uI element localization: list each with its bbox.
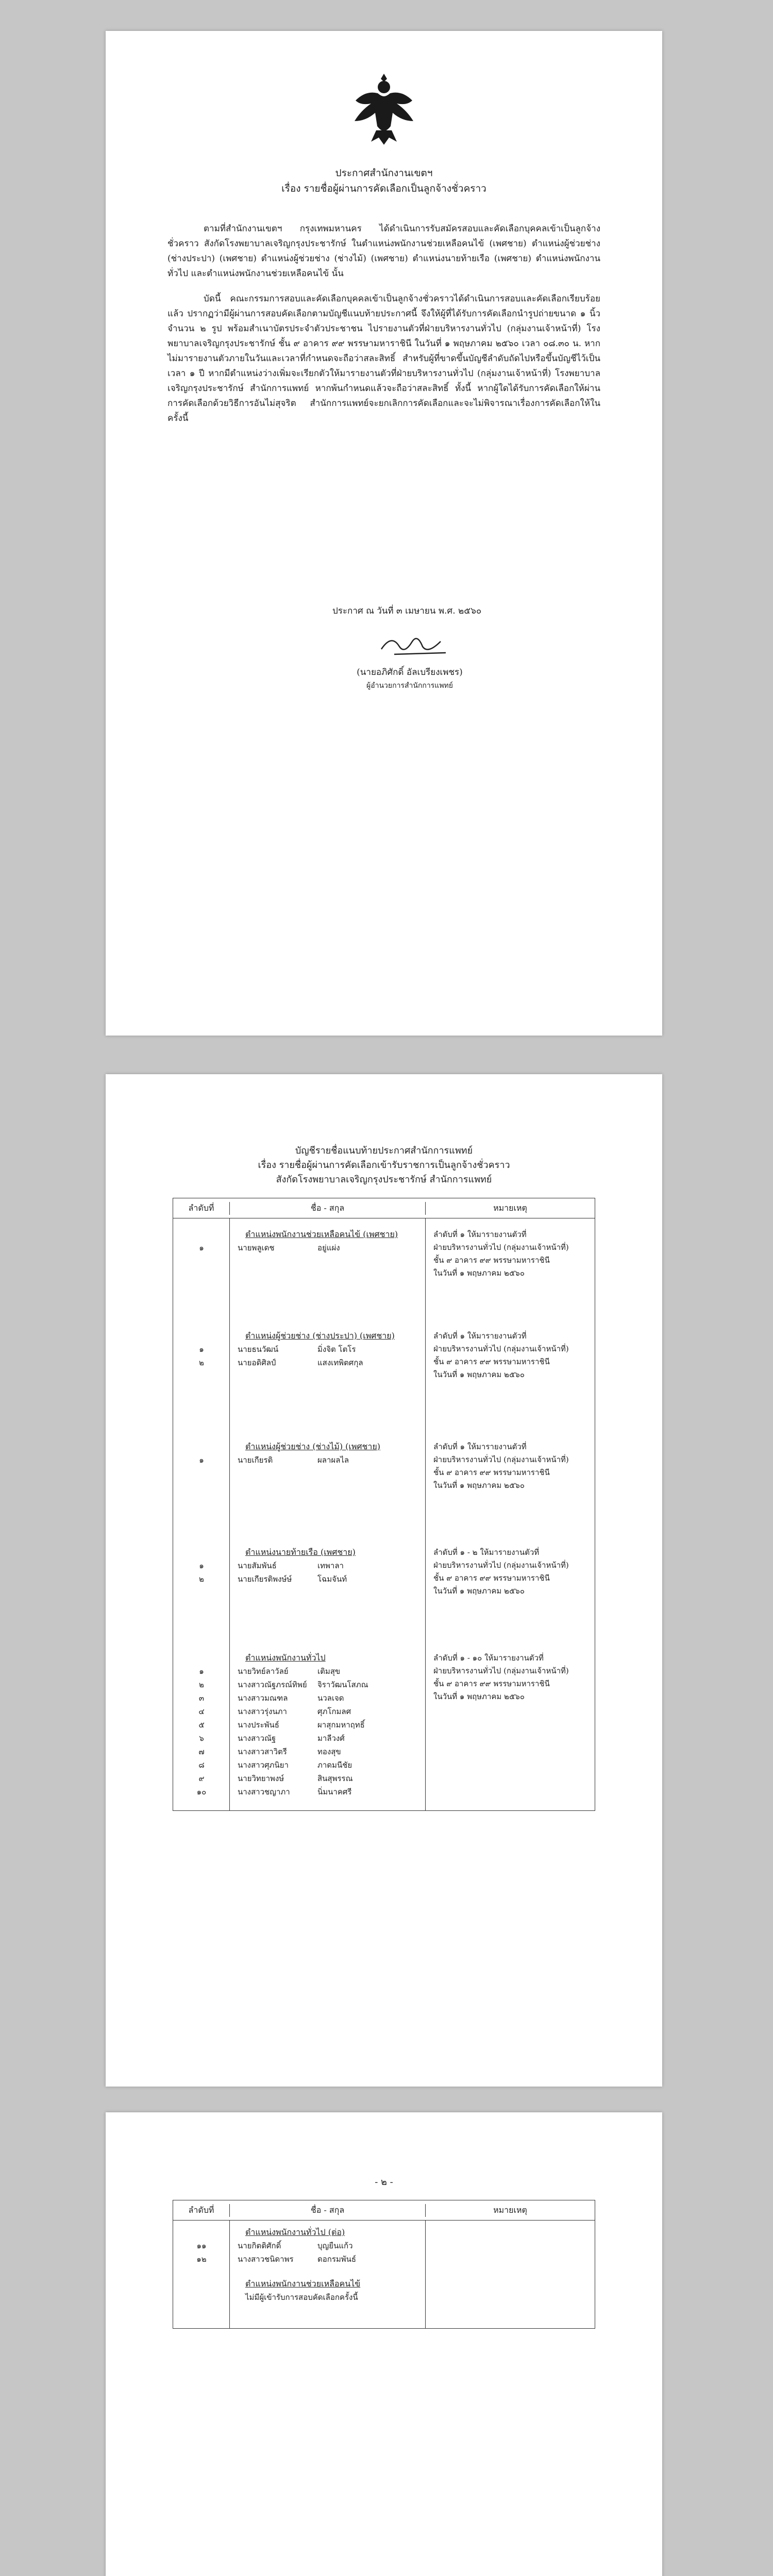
list-heading: บัญชีรายชื่อแนบท้ายประกาศสำนักการแพทย์ xyxy=(295,1145,473,1156)
list-affiliation: สังกัดโรงพยาบาลเจริญกรุงประชารักษ์ สำนักการแพทย์ xyxy=(276,1174,492,1185)
header-name: ชื่อ - สกุล xyxy=(230,1202,426,1215)
header-name: ชื่อ - สกุล xyxy=(230,2204,426,2217)
table-row: ๑๒ นางสาวชนิดาพร ดอกรมพันธ์ xyxy=(196,2255,357,2264)
table-row: ๓ นางสาวมณฑล นวลเจด xyxy=(198,1693,344,1703)
table-row: ๙ นายวิทยาพงษ์ สินสุพรรณ xyxy=(198,1774,353,1783)
table-header xyxy=(173,2200,595,2221)
table-row: ๗ นางสาวสาวิตรี ทองสุข xyxy=(198,1747,341,1756)
garuda-emblem-icon xyxy=(350,70,417,147)
table-row: ๒ นางสาวณัฐภรณ์ทิพย์ จิราวัฒนโสภณ xyxy=(199,1680,368,1689)
announcement-date: ประกาศ ณ วันที่ ๓ เมษายน พ.ศ. ๒๕๖๐ xyxy=(332,606,482,616)
signer-position: ผู้อำนวยการสำนักการแพทย์ xyxy=(366,682,453,690)
document-page-1 xyxy=(106,31,662,1036)
table-row: ๘ นางสาวศุภนิยา ภาดมนีชัย xyxy=(198,1760,352,1770)
table-row: ๑๐ นางสาวชญาภา นิ่มนาคศรี xyxy=(196,1787,352,1797)
candidate-table xyxy=(173,1198,595,1811)
paragraph-1: ตามที่สำนักงานเขตฯ กรุงเทพมหานคร ได้ดำเนินการรับสมัครสอบและคัดเลือกบุคคลเข้าเป็นลูกจ้างชั่วคราว สังกัดโรงพยาบาลเจริญกรุงประชารักษ์ ในตำแหน่งพนักงานช่วยเหลือคนไข้ (เพศชาย) ตำแหน่งผู้ช่วยช่าง (ช่างประปา) (เพศชาย) ตำแหน่งผู้ช่วยช่าง (ช่างไม้) (เพศชาย) ตำแหน่งนายท้ายเรือ (เพศชาย) ตำแหน่งพนักงานทั่วไป และตำแหน่งพนักงานช่วยเหลือคนไข้ นั้น xyxy=(167,224,600,279)
table-row: ๑ นายพลูเดช อยู่แผ่ง xyxy=(199,1243,340,1252)
position-title: ตำแหน่งผู้ช่วยช่าง (ช่างไม้) (เพศชาย) xyxy=(245,1442,381,1451)
remark-block: ลำดับที่ ๑ ให้มารายงานตัวที่ ฝ่ายบริหารงานทั่วไป (กลุ่มงานเจ้าหน้าที่) ชั้น ๙ อาคาร ๙๙ พรรษามหาราชินี ในวันที่ ๑ พฤษภาคม ๒๕๖๐ xyxy=(433,1442,569,1490)
announcement-heading: ประกาศสำนักงานเขตฯ xyxy=(335,167,433,179)
paragraph-2: บัดนี้ คณะกรรมการสอบและคัดเลือกบุคคลเข้าเป็นลูกจ้างชั่วคราวได้ดำเนินการสอบและคัดเลือกเรียบร้อยแล้ว ปรากฏว่ามีผู้ผ่านการสอบคัดเลือกตามบัญชีแนบท้ายประกาศนี้ จึงให้ผู้ที่ได้รับการคัดเลือกนำรูปถ่ายขนาด ๑ นิ้ว จำนวน ๒ รูป พร้อมสำเนาบัตรประจำตัวประชาชน ไปรายงานตัวที่ฝ่ายบริหารงานทั่วไป (กลุ่มงานเจ้าหน้าที่) โรงพยาบาลเจริญกรุงประชารักษ์ ชั้น ๙ อาคาร ๙๙ พรรษามหาราชินี ในวันที่ ๑ พฤษภาคม ๒๕๖๐ เวลา ๐๘.๓๐ น. หากไม่มารายงานตัวภายในวันและเวลาที่กำหนดจะถือว่าสละสิทธิ์ สำหรับผู้ที่ขาดขึ้นบัญชีลำดับถัดไปหรือขึ้นบัญชีไว้เป็นเวลา ๑ ปี หากมีตำแหน่งว่างเพิ่มจะเรียกตัวให้มารายงานตัวที่ฝ่ายบริหารงานทั่วไป (กลุ่มงานเจ้าหน้าที่) โรงพยาบาลเจริญกรุงประชารักษ์ สำนักการแพทย์ หากพ้นกำหนดแล้วจะถือว่าสละสิทธิ์ ทั้งนี้ หากผู้ใดได้รับการคัดเลือกให้ผ่านการคัดเลือกด้วยวิธีการอันไม่สุจริต สำนักการแพทย์จะยกเลิกการคัดเลือกและจะไม่พิจารณาเรื่องการคัดเลือกให้ในครั้งนี้ xyxy=(167,294,600,423)
remark-block: ลำดับที่ ๑ ให้มารายงานตัวที่ ฝ่ายบริหารงานทั่วไป (กลุ่มงานเจ้าหน้าที่) ชั้น ๙ อาคาร ๙๙ พรรษามหาราชินี ในวันที่ ๑ พฤษภาคม ๒๕๖๐ xyxy=(433,1331,569,1379)
position-title: ตำแหน่งพนักงานช่วยเหลือคนไข้ (เพศชาย) xyxy=(245,1229,398,1239)
table-row: ๑ นายเกียรติ ผลาผลไล xyxy=(199,1455,349,1465)
no-candidate-note: ไม่มีผู้เข้ารับการสอบคัดเลือกครั้งนี้ xyxy=(245,2293,358,2302)
signer-name: (นายอภิศักดิ์ อัลเบรียงเพชร) xyxy=(357,667,463,677)
header-no: ลำดับที่ xyxy=(173,2204,230,2217)
header-remark: หมายเหตุ xyxy=(493,1202,527,1213)
table-row: ๔ นางสาวรุ่งนภา ศุภโกมลศ xyxy=(198,1707,351,1716)
position-title: ตำแหน่งพนักงานช่วยเหลือคนไข้ xyxy=(245,2279,361,2289)
header-no: ลำดับที่ xyxy=(173,1202,230,1215)
table-row: ๒ นายอดิศิลป์ แสงเทพิตศกุล xyxy=(199,1358,363,1367)
remark-block: ลำดับที่ ๑ - ๒ ให้มารายงานตัวที่ ฝ่ายบริหารงานทั่วไป (กลุ่มงานเจ้าหน้าที่) ชั้น ๙ อาคาร ๙๙ พรรษามหาราชินี ในวันที่ ๑ พฤษภาคม ๒๕๖๐ xyxy=(433,1548,569,1596)
remark-block: ลำดับที่ ๑ - ๑๐ ให้มารายงานตัวที่ ฝ่ายบริหารงานทั่วไป (กลุ่มงานเจ้าหน้าที่) ชั้น ๙ อาคาร ๙๙ พรรษามหาราชินี ในวันที่ ๑ พฤษภาคม ๒๕๖๐ xyxy=(433,1653,569,1701)
table-row: ๑ นายวิทย์ลาวัลย์ เติมสุข xyxy=(199,1667,341,1676)
table-row: ๒ นายเกียรติพงษ์ษ์ โฉมจันท์ xyxy=(199,1574,347,1584)
table-row: ๑ นายสัมพันธ์ เทพาลา xyxy=(199,1561,344,1570)
page-number: - ๒ - xyxy=(375,2177,393,2188)
position-title: ตำแหน่งนายท้ายเรือ (เพศชาย) xyxy=(245,1547,356,1557)
table-row: ๕ นางประพันธ์ ผาสุกมหาฤทธิ์ xyxy=(198,1720,365,1730)
header-remark: หมายเหตุ xyxy=(493,2205,527,2215)
table-row: ๑๑ นายกิตติศักดิ์ บุญยืนแก้ว xyxy=(196,2241,353,2250)
position-title: ตำแหน่งพนักงานทั่วไป xyxy=(245,1653,326,1663)
candidate-table-continued xyxy=(173,2200,595,2329)
document-page-3 xyxy=(106,2112,662,2576)
signature-image xyxy=(374,626,456,662)
remark-block: ลำดับที่ ๑ ให้มารายงานตัวที่ ฝ่ายบริหารงานทั่วไป (กลุ่มงานเจ้าหน้าที่) ชั้น ๙ อาคาร ๙๙ พรรษามหาราชินี ในวันที่ ๑ พฤษภาคม ๒๕๖๐ xyxy=(433,1230,569,1278)
list-subject: เรื่อง รายชื่อผู้ผ่านการคัดเลือกเข้ารับราชการเป็นลูกจ้างชั่วคราว xyxy=(258,1160,510,1171)
document-page-2 xyxy=(106,1074,662,2087)
table-row: ๑ นายธนวัฒน์ มิ่งจิต โตโร xyxy=(199,1345,356,1354)
table-header xyxy=(173,1198,595,1218)
announcement-body xyxy=(167,222,600,426)
position-title: ตำแหน่งผู้ช่วยช่าง (ช่างประปา) (เพศชาย) xyxy=(245,1331,395,1341)
announcement-subject: เรื่อง รายชื่อผู้ผ่านการคัดเลือกเป็นลูกจ้างชั่วคราว xyxy=(281,183,486,194)
position-title: ตำแหน่งพนักงานทั่วไป (ต่อ) xyxy=(245,2227,345,2237)
table-row: ๖ นางสาวณัฐ มาลีวงศ์ xyxy=(199,1734,345,1743)
signer-block xyxy=(327,666,492,692)
